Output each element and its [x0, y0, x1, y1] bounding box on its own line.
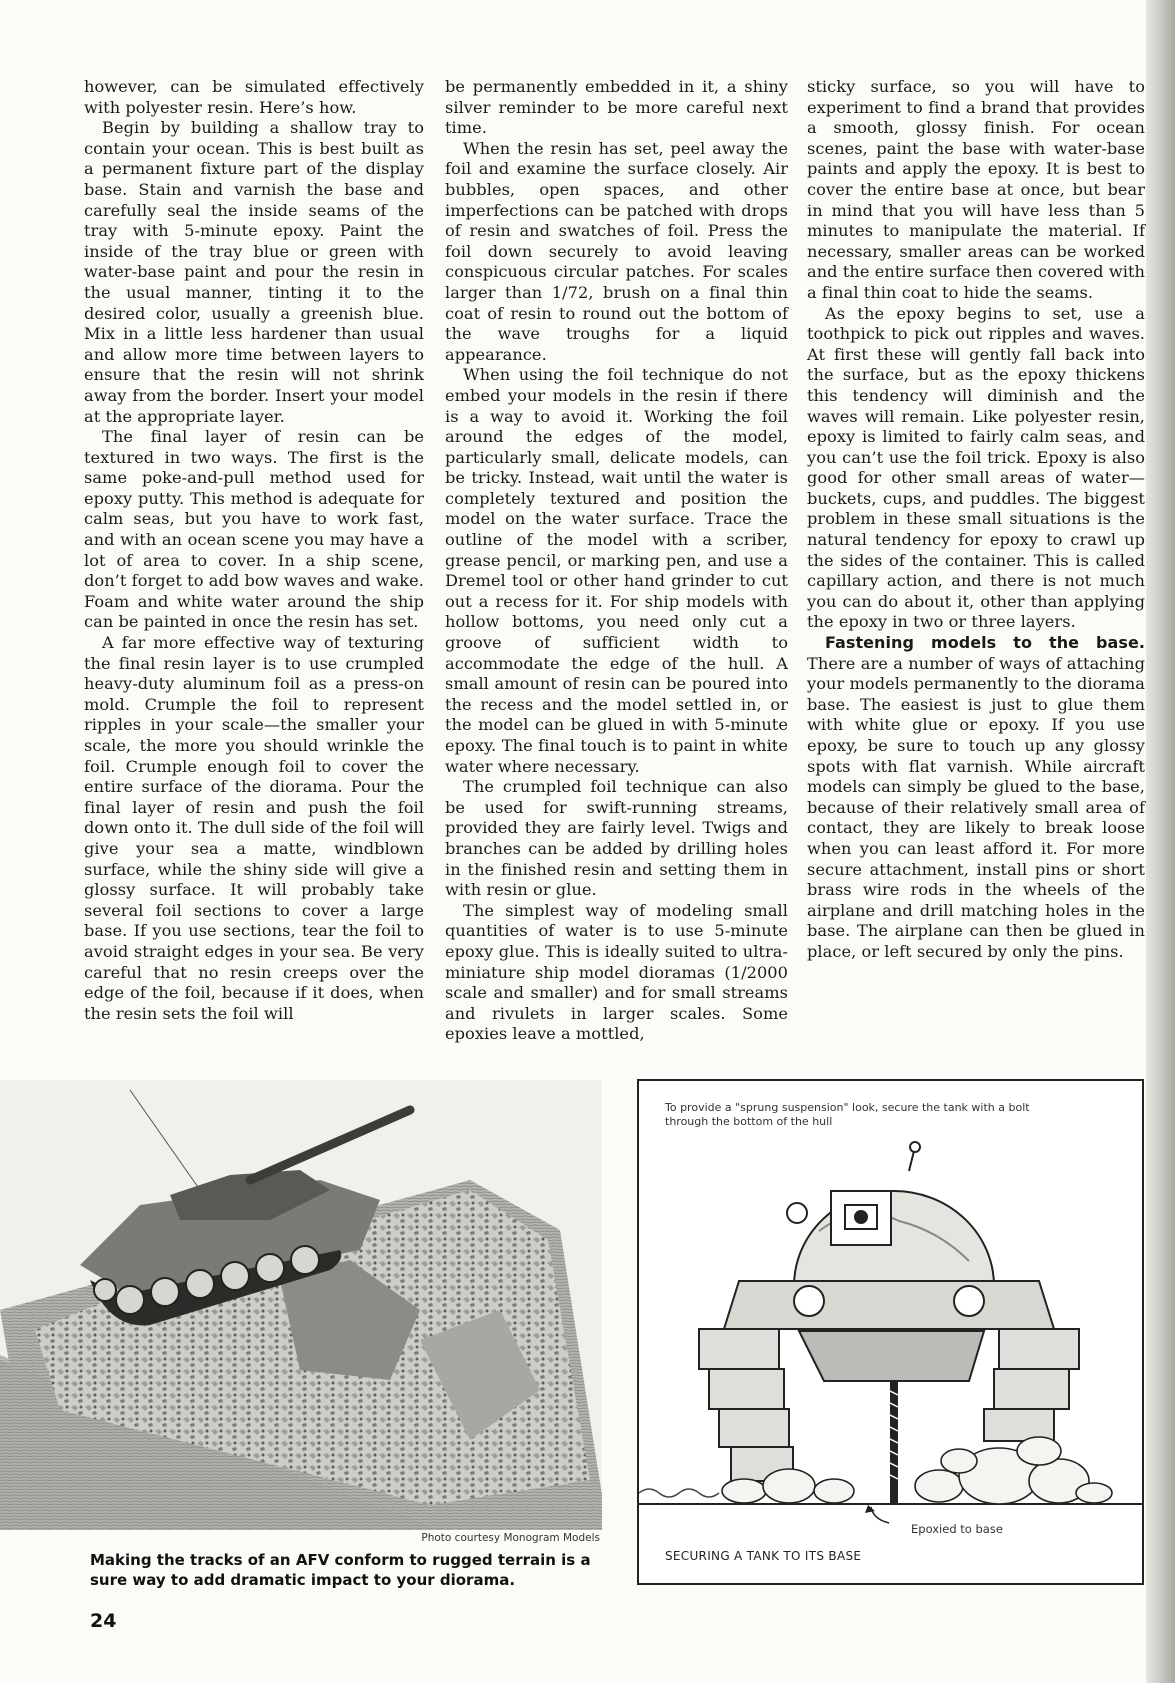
photo-credit: Photo courtesy Monogram Models — [421, 1532, 600, 1544]
tank-diorama-photo — [0, 1080, 602, 1530]
paragraph: Begin by building a shallow tray to contain your ocean. This is best built as a permanent fixture part of the display base. Stain and varnish the base and carefully seal the inside seams of the tray with 5-minute epoxy. Paint the inside of the tray blue or green with water-base paint and pour the resin in the usual manner, tinting it to the desired color, usually a greenish blue. Mix in a little less hardener than usual and allow more time between layers to ensure that the resin will not shrink away from the border. Insert your model at the appropriate layer. — [84, 118, 424, 426]
diagram-note: To provide a "sprung suspension" look, secure the tank with a bolt through the bottom of the hull — [665, 1101, 1030, 1128]
diagram-caption: SECURING A TANK TO ITS BASE — [665, 1549, 862, 1563]
tank-drawing — [639, 1081, 1142, 1583]
tank-mounting-diagram — [637, 1079, 1144, 1585]
tank-diorama-image — [0, 1080, 602, 1530]
text-column-3 — [807, 77, 1145, 963]
paragraph: The final layer of resin can be textured in two ways. The first is the same poke-and-pull method used for epoxy putty. This method is adequate for calm seas, but you have to work fast, and with an ocean scene you may have a lot of area to cover. In a ship scene, don’t forget to add bow waves and wake. Foam and white water around the ship can be painted in once the resin has set. — [84, 427, 424, 632]
epoxy-label: Epoxied to base — [911, 1522, 1003, 1536]
paragraph: be permanently embedded in it, a shiny silver reminder to be more careful next time. — [445, 77, 788, 138]
page-number: 24 — [90, 1610, 117, 1632]
text-column-2 — [445, 77, 788, 1045]
paragraph: sticky surface, so you will have to experiment to find a brand that provides a smooth, glossy finish. For ocean scenes, paint the base with water-base paints and apply the epoxy. It is best to cover the entire base at once, but bear in mind that you will have less than 5 minutes to manipulate the material. If necessary, smaller areas can be worked and the entire surface then covered with a final thin coat to hide the seams. — [807, 77, 1145, 302]
paragraph: When using the foil technique do not embed your models in the resin if there is a way to avoid it. Working the foil around the edges of the model, particularly small, delicate models, can be tricky. Instead, wait until the water is completely textured and position the model on the water surface. Trace the outline of the model with a scriber, grease pencil, or marking pen, and use a Dremel tool or other hand grinder to cut out a recess for it. For ship models with hollow bottoms, you need only cut a groove of sufficient width to accommodate the edge of the hull. A small amount of resin can be poured into the recess and the model settled in, or the model can be glued in with 5-minute epoxy. The final touch is to paint in white water where necessary. — [445, 365, 788, 776]
paragraph: When the resin has set, peel away the foil and examine the surface closely. Air bubbles, open spaces, and other imperfections can be patched with drops of resin and swatches of foil. Press the foil down securely to avoid leaving conspicuous circular patches. For scales larger than 1/72, brush on a final thin coat of resin to round out the bottom of the wave troughs for a liquid appearance. — [445, 138, 788, 364]
paragraph: The crumpled foil technique can also be used for swift-running streams, provided they are fairly level. Twigs and branches can be added by drilling holes in the finished resin and setting them in with resin or glue. — [445, 777, 788, 900]
subhead-body: There are a number of ways of attaching your models permanently to the diorama base. The easiest is just to glue them with white glue or epoxy. If you use epoxy, be sure to touch up any glossy spots with flat varnish. While aircraft models can simply be glued to the base, because of their relatively small area of contact, they are likely to break loose when you can least afford it. For more secure attachment, install pins or short brass wire rods in the wheels of the airplane and drill matching holes in the base. The airplane can then be glued in place, or left secured by only the pins. — [807, 653, 1145, 961]
page-edge-shadow — [1146, 0, 1175, 1683]
text-column-1 — [84, 77, 424, 1024]
paragraph: The simplest way of modeling small quantities of water is to use 5-minute epoxy glue. This is ideally suited to ultra-miniature ship model dioramas (1/2000 scale and smaller) and for small streams and rivulets in larger scales. Some epoxies leave a mottled, — [445, 900, 788, 1044]
paragraph: however, can be simulated effectively with polyester resin. Here’s how. — [84, 77, 424, 117]
photo-caption: Making the tracks of an AFV conform to rugged terrain is a sure way to add dramatic impact to your diorama. — [90, 1551, 591, 1589]
paragraph: A far more effective way of texturing the final resin layer is to use crumpled heavy-duty aluminum foil as a press-on mold. Crumple the foil to represent ripples in your scale—the smaller your scale, the more you should wrinkle the foil. Crumple enough foil to cover the entire surface of the diorama. Pour the final layer of resin and push the foil down onto it. The dull side of the foil will give your sea a matte, windblown surface, while the shiny side will give a glossy surface. It will probably take several foil sections to cover a large base. If you use sections, tear the foil to avoid straight edges in your sea. Be very careful that no resin creeps over the edge of the foil, because if it does, when the resin sets the foil will — [84, 633, 424, 1023]
section-subhead: Fastening models to the base. — [825, 633, 1145, 653]
paragraph: As the epoxy begins to set, use a toothpick to pick out ripples and waves. At first these will gently fall back into the surface, but as the epoxy thickens this tendency will diminish and the waves will remain. Like polyester resin, epoxy is limited to fairly calm seas, and you can’t use the foil trick. Epoxy is also good for other small areas of water—buckets, cups, and puddles. The biggest problem in these small situations is the natural tendency for epoxy to crawl up the sides of the container. This is called capillary action, and there is not much you can do about it, other than applying the epoxy in two or three layers. — [807, 303, 1145, 632]
paragraph-fastening — [807, 633, 1145, 963]
